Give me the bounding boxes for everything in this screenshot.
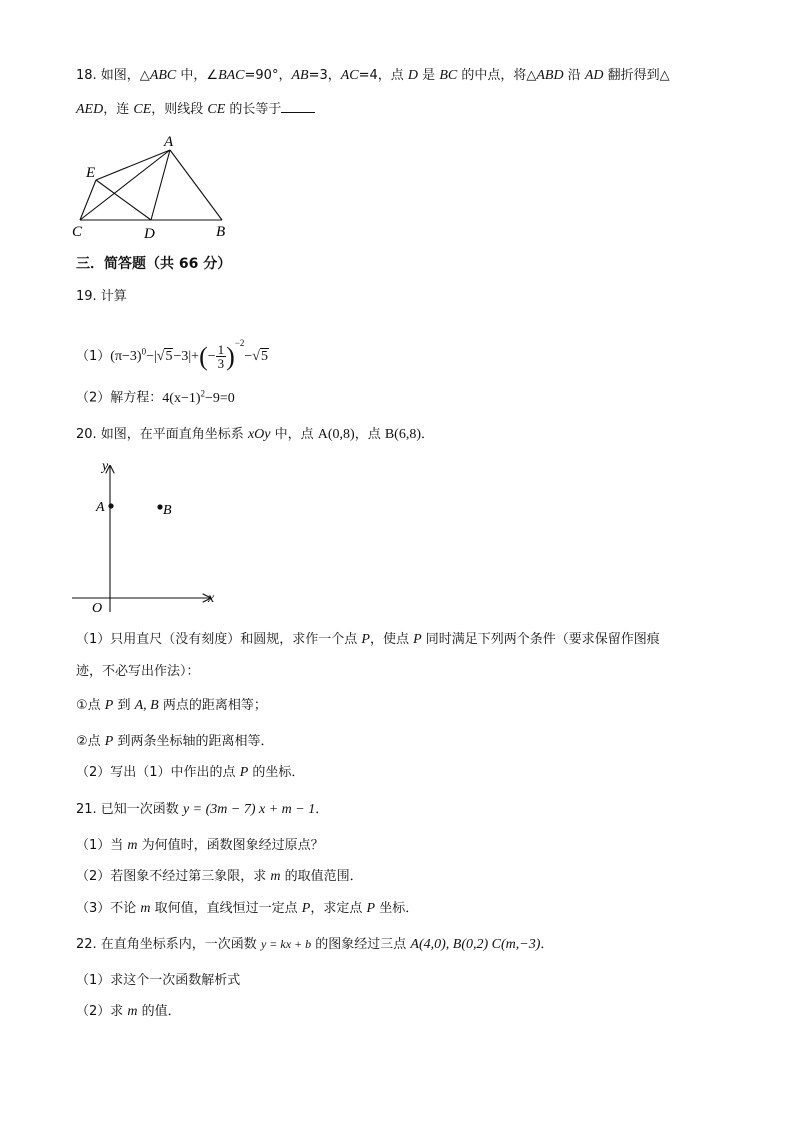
- q21-text: （1）当: [76, 838, 128, 853]
- numerator: 1: [217, 342, 225, 358]
- part-label: （2）解方程：: [76, 390, 163, 406]
- q20-text: 的坐标．: [248, 765, 305, 780]
- q20-text: （1）只用直尺（没有刻度）和圆规，求作一个点: [76, 632, 362, 647]
- q21-var: m: [270, 869, 281, 884]
- q18-text: 的中点，将△: [457, 68, 537, 83]
- point-a-label: A: [96, 500, 105, 515]
- q20-part1-line1: [76, 631, 660, 649]
- q18-text: ，则线段: [151, 102, 208, 117]
- q20-text: 同时满足下列两个条件（要求保留作图痕: [421, 632, 660, 647]
- q20-text: 20. 如图，在平面直角坐标系: [76, 427, 248, 442]
- q20-part1-line2: 迹，不必写出作法）：: [76, 664, 200, 679]
- q21-text: 为何值时，函数图象经过原点？: [137, 838, 324, 853]
- q21-text: 的取值范围．: [280, 869, 363, 884]
- q20-text: 中，点: [270, 427, 318, 442]
- q20-text: ①点: [76, 698, 105, 713]
- q18-var: D: [407, 68, 419, 83]
- q18-text: =4，点: [358, 68, 408, 83]
- q19-part1: $(1)(\pi-3)^0-|√5-3|+(-$ $\frac{1}{3}$ )$^{-2}$−√5: [76, 338, 268, 372]
- q18-var: CE: [207, 102, 226, 117]
- q22-var: m: [127, 1004, 138, 1019]
- q18-figure: [66, 130, 246, 242]
- q18-text: 的长等于: [225, 102, 282, 117]
- segment-ae: [96, 150, 170, 180]
- q18-var: AB: [291, 68, 309, 83]
- q18-text: 沿: [563, 68, 585, 83]
- answer-blank: [281, 100, 315, 113]
- q18-var: BAC: [218, 68, 245, 83]
- label-c: C: [72, 224, 83, 240]
- q20-coordinate-figure: [66, 456, 226, 614]
- radicand: 5: [260, 349, 268, 364]
- q18-text: =90°，: [244, 68, 292, 83]
- expr: −3|+: [173, 349, 200, 364]
- q18-text: 18. 如图，△: [76, 68, 150, 83]
- q21-var: P: [366, 901, 376, 916]
- q20-part2: [76, 764, 304, 782]
- origin-label: O: [92, 601, 103, 614]
- q19-title: 19. 计算: [76, 289, 127, 304]
- q18-var: ABC: [149, 68, 177, 83]
- q18-line2: [76, 100, 315, 119]
- q20-text: 两点的距离相等；: [158, 698, 267, 713]
- q18-var: AC: [340, 68, 359, 83]
- segment-ab: [170, 150, 222, 220]
- q18-var: CE: [133, 102, 152, 117]
- q20-text: 到: [113, 698, 135, 713]
- q22-text: ．: [540, 937, 554, 952]
- q20-var: P: [413, 632, 422, 647]
- q20-text: ．: [421, 427, 435, 442]
- q18-var: ABD: [536, 68, 564, 83]
- q20-var: P: [239, 765, 249, 780]
- exponent: −2: [234, 338, 245, 348]
- q18-text: =3，: [308, 68, 341, 83]
- q20-line1: [76, 426, 434, 444]
- q20-text: ，点: [354, 427, 385, 442]
- q20-text: ②点: [76, 734, 105, 749]
- point-a: A(0,8): [317, 427, 355, 442]
- q22-line1: [76, 935, 553, 954]
- q21-part1: [76, 837, 324, 855]
- segment-ad: [151, 150, 170, 220]
- q20-condition1: [76, 697, 267, 715]
- point-a-dot: [108, 503, 113, 508]
- q21-text: ，求定点: [310, 901, 367, 916]
- q18-var: AD: [584, 68, 604, 83]
- exponent: 0: [141, 346, 147, 357]
- q22-part2: [76, 1003, 181, 1021]
- point-b: B(6,8): [384, 427, 422, 442]
- q20-var: xOy: [247, 427, 271, 442]
- q18-text: ，连: [103, 102, 134, 117]
- q18-line1: [76, 67, 670, 85]
- q22-text: 的图象经过三点: [311, 937, 411, 952]
- q21-part2: [76, 868, 363, 886]
- q22-text: 的值．: [137, 1004, 181, 1019]
- expr: −: [244, 349, 253, 364]
- exponent: 2: [200, 388, 206, 398]
- label-b: B: [216, 224, 226, 240]
- q21-formula: y = (3m − 7) x + m − 1: [182, 802, 316, 817]
- radicand: 5: [165, 349, 173, 364]
- q21-text: ．: [315, 802, 329, 817]
- q20-text: ，使点: [369, 632, 414, 647]
- q22-formula: y = kx + b: [260, 937, 312, 951]
- q22-text: （2）求: [76, 1004, 128, 1019]
- y-axis-label: y: [102, 459, 109, 474]
- q20-var: P: [104, 734, 114, 749]
- q21-part3: [76, 900, 418, 918]
- q21-text: 坐标．: [375, 901, 419, 916]
- label-d: D: [144, 226, 155, 242]
- label-e: E: [86, 165, 96, 181]
- q22-points: A(4,0), B(0,2) C(m,−3): [410, 937, 541, 952]
- q18-var: AED: [76, 102, 104, 117]
- q21-text: （2）若图象不经过第三象限，求: [76, 869, 271, 884]
- label-a: A: [164, 134, 174, 150]
- denominator: 3: [217, 356, 225, 372]
- q21-line1: [76, 801, 328, 819]
- point-b-label: B: [163, 503, 172, 518]
- q19-part2: [76, 384, 235, 408]
- q21-text: 21. 已知一次函数: [76, 802, 183, 817]
- q20-var: A, B: [134, 698, 159, 713]
- q20-text: 到两条坐标轴的距离相等．: [113, 734, 274, 749]
- q22-text: 22. 在直角坐标系内，一次函数: [76, 937, 261, 952]
- q18-text: 是: [418, 68, 440, 83]
- q20-condition2: [76, 733, 274, 751]
- q21-var: m: [140, 901, 151, 916]
- q21-var: m: [127, 838, 138, 853]
- expr: −|: [146, 349, 157, 364]
- expr: −9=0: [205, 390, 235, 406]
- q20-var: P: [361, 632, 370, 647]
- q18-var: BC: [439, 68, 458, 83]
- q22-part1: （1）求这个一次函数解析式: [76, 973, 241, 988]
- part-label: （1）: [76, 349, 111, 364]
- q18-text: 中，∠: [176, 68, 219, 83]
- q20-var: P: [104, 698, 114, 713]
- x-axis-label: x: [208, 591, 215, 606]
- q21-text: 取何值，直线恒过一定点: [150, 901, 302, 916]
- expr: (π−3): [110, 349, 142, 364]
- point-b-dot: [157, 504, 162, 509]
- q21-var: P: [301, 901, 311, 916]
- q20-text: （2）写出（1）中作出的点: [76, 765, 240, 780]
- q21-text: （3）不论: [76, 901, 141, 916]
- section-heading: 三．简答题（共 66 分）: [76, 256, 232, 272]
- fraction: [216, 343, 227, 370]
- q18-text: 翻折得到△: [603, 68, 670, 83]
- expr: 4(x−1): [162, 390, 201, 406]
